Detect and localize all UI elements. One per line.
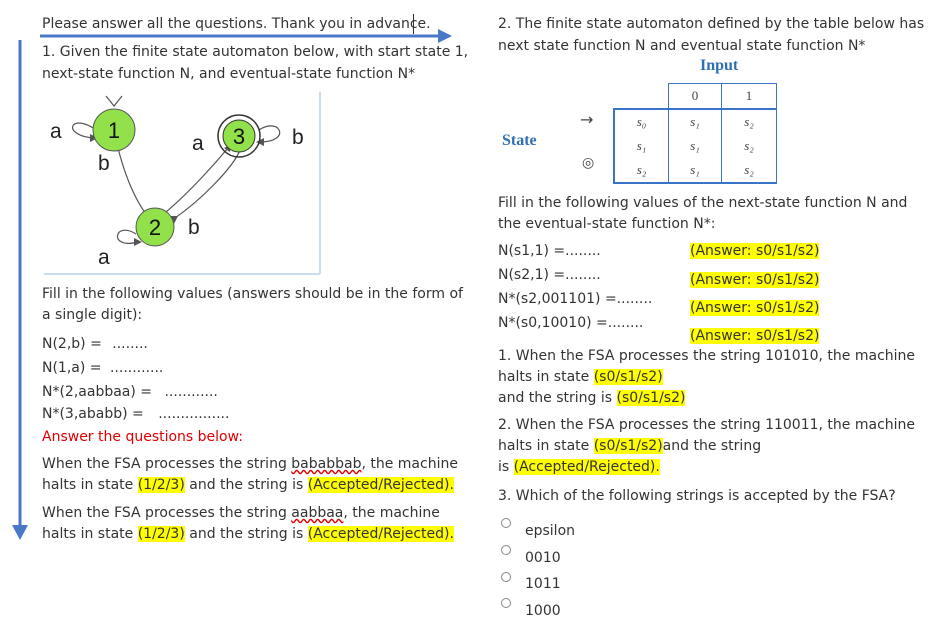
left-item-2-blank[interactable]: ............	[109, 360, 164, 376]
sub1-accept-option[interactable]: (s0/s1/s2)	[616, 390, 686, 406]
intro-text: Please answer all the questions. Thank you in advance.	[42, 16, 431, 32]
cell-1-1: s₂	[722, 134, 777, 158]
sub2-line2: halts in state (s0/s1/s2)and the string	[498, 438, 762, 454]
start-arrow-icon: →	[580, 110, 594, 129]
node-label-1: 1	[107, 118, 121, 143]
right-item-2-answer[interactable]: (Answer: s0/s1/s2)	[690, 272, 820, 288]
cell-2-0: s₁	[669, 158, 722, 183]
p2-state-option[interactable]: (1/2/3)	[137, 526, 185, 542]
arrows-overlay	[0, 0, 460, 560]
left-paragraph-2-line2: halts in state (1/2/3) and the string is (Accepted/Rejected).	[42, 526, 454, 542]
cell-1-0: s₁	[669, 134, 722, 158]
sub3-question: 3. Which of the following strings is accepted by the FSA?	[498, 488, 896, 504]
col-header-1: 1	[722, 84, 777, 110]
sub1-state-option[interactable]: (s0/s1/s2)	[593, 369, 663, 385]
cell-0-0: s₁	[669, 109, 722, 134]
radio-1011[interactable]	[501, 572, 511, 582]
option-epsilon[interactable]: epsilon	[525, 523, 576, 539]
node-label-3: 3	[232, 124, 246, 149]
sub1-line3: and the string is (s0/s1/s2)	[498, 390, 686, 406]
left-fill-line1: Fill in the following values (answers should be in the form of	[42, 286, 463, 302]
left-paragraph-1-line1: When the FSA processes the string bababbab, the machine	[42, 456, 458, 472]
sub2-state-option[interactable]: (s0/s1/s2)	[593, 438, 663, 454]
left-paragraph-1-line2: halts in state (1/2/3) and the string is (Accepted/Rejected).	[42, 477, 454, 493]
right-item-4-answer[interactable]: (Answer: s0/s1/s2)	[690, 328, 820, 344]
right-item-3-label[interactable]: N*(s2,001101) =........	[498, 291, 653, 307]
right-item-1-answer[interactable]: (Answer: s0/s1/s2)	[690, 243, 820, 259]
p1-accept-option[interactable]: (Accepted/Rejected).	[307, 477, 454, 493]
edge-label-b2: b	[188, 216, 200, 239]
left-item-4[interactable]	[42, 406, 229, 422]
left-item-2[interactable]	[42, 360, 163, 376]
option-0010[interactable]: 0010	[525, 550, 561, 566]
row-state-2: s₂	[614, 158, 669, 183]
edge-label-a3: a	[192, 132, 204, 155]
q1-line1: 1. Given the finite state automaton below, with start state 1,	[42, 44, 469, 60]
node-label-2: 2	[148, 215, 162, 240]
q2-line2: next state function N and eventual state function N*	[498, 38, 866, 54]
col-header-0: 0	[669, 84, 722, 110]
edge-label-a1: a	[50, 120, 62, 143]
option-1011[interactable]: 1011	[525, 576, 561, 592]
sub1-line2: halts in state (s0/s1/s2)	[498, 369, 663, 385]
radio-1000[interactable]	[501, 598, 511, 608]
edge-label-b1: b	[98, 152, 110, 175]
cell-0-1: s₂	[722, 109, 777, 134]
row-state-1: s₁	[614, 134, 669, 158]
row-state-0: s₀	[614, 109, 669, 134]
left-item-4-label: N*(3,ababb) =	[42, 406, 144, 422]
sub2-accept-option[interactable]: (Accepted/Rejected).	[513, 459, 660, 475]
state-title: State	[502, 132, 537, 149]
input-title: Input	[700, 57, 739, 74]
left-item-3[interactable]	[42, 384, 218, 400]
edge-label-b3: b	[292, 126, 304, 149]
left-fill-line2: a single digit):	[42, 307, 143, 323]
q1-line2: next-state function N, and eventual-state function N*	[42, 66, 416, 82]
sub1-line1: 1. When the FSA processes the string 101010, the machine	[498, 348, 916, 364]
sub2-line1: 2. When the FSA processes the string 110011, the machine	[498, 417, 916, 433]
radio-0010[interactable]	[501, 545, 511, 555]
edge-label-a2: a	[98, 246, 110, 269]
string-aabbaa: aabbaa	[291, 505, 344, 521]
automaton-diagram	[42, 90, 324, 276]
right-item-4-label[interactable]: N*(s0,10010) =........	[498, 315, 644, 331]
right-item-1-label[interactable]: N(s1,1) =........	[498, 243, 601, 259]
p1-state-option[interactable]: (1/2/3)	[137, 477, 185, 493]
left-paragraph-2-line1: When the FSA processes the string aabbaa, the machine	[42, 505, 440, 521]
left-item-2-label: N(1,a) =	[42, 360, 102, 376]
option-1000[interactable]: 1000	[525, 603, 561, 619]
transition-table	[613, 83, 777, 184]
string-bababbab: bababbab	[291, 456, 362, 472]
left-item-1-label: N(2,b) =	[42, 336, 102, 352]
left-item-3-blank[interactable]: ............	[164, 384, 218, 400]
left-item-1-blank[interactable]: ........	[112, 336, 148, 352]
p2-accept-option[interactable]: (Accepted/Rejected).	[307, 526, 454, 542]
radio-epsilon[interactable]	[501, 518, 511, 528]
cell-2-1: s₂	[722, 158, 777, 183]
right-fill-line2: the eventual-state function N*:	[498, 216, 716, 232]
left-item-1[interactable]	[42, 336, 148, 352]
left-item-4-blank[interactable]: ................	[158, 406, 230, 422]
q2-line1: 2. The finite state automaton defined by the table below has	[498, 16, 925, 32]
sub2-line3: is (Accepted/Rejected).	[498, 459, 660, 475]
left-item-3-label: N*(2,aabbaa) =	[42, 384, 153, 400]
right-fill-line1: Fill in the following values of the next-state function N and	[498, 195, 908, 211]
right-item-2-label[interactable]: N(s2,1) =........	[498, 267, 601, 283]
answer-prompt: Answer the questions below:	[42, 429, 244, 445]
accept-state-icon: ◎	[582, 155, 595, 171]
right-item-3-answer[interactable]: (Answer: s0/s1/s2)	[690, 300, 820, 316]
